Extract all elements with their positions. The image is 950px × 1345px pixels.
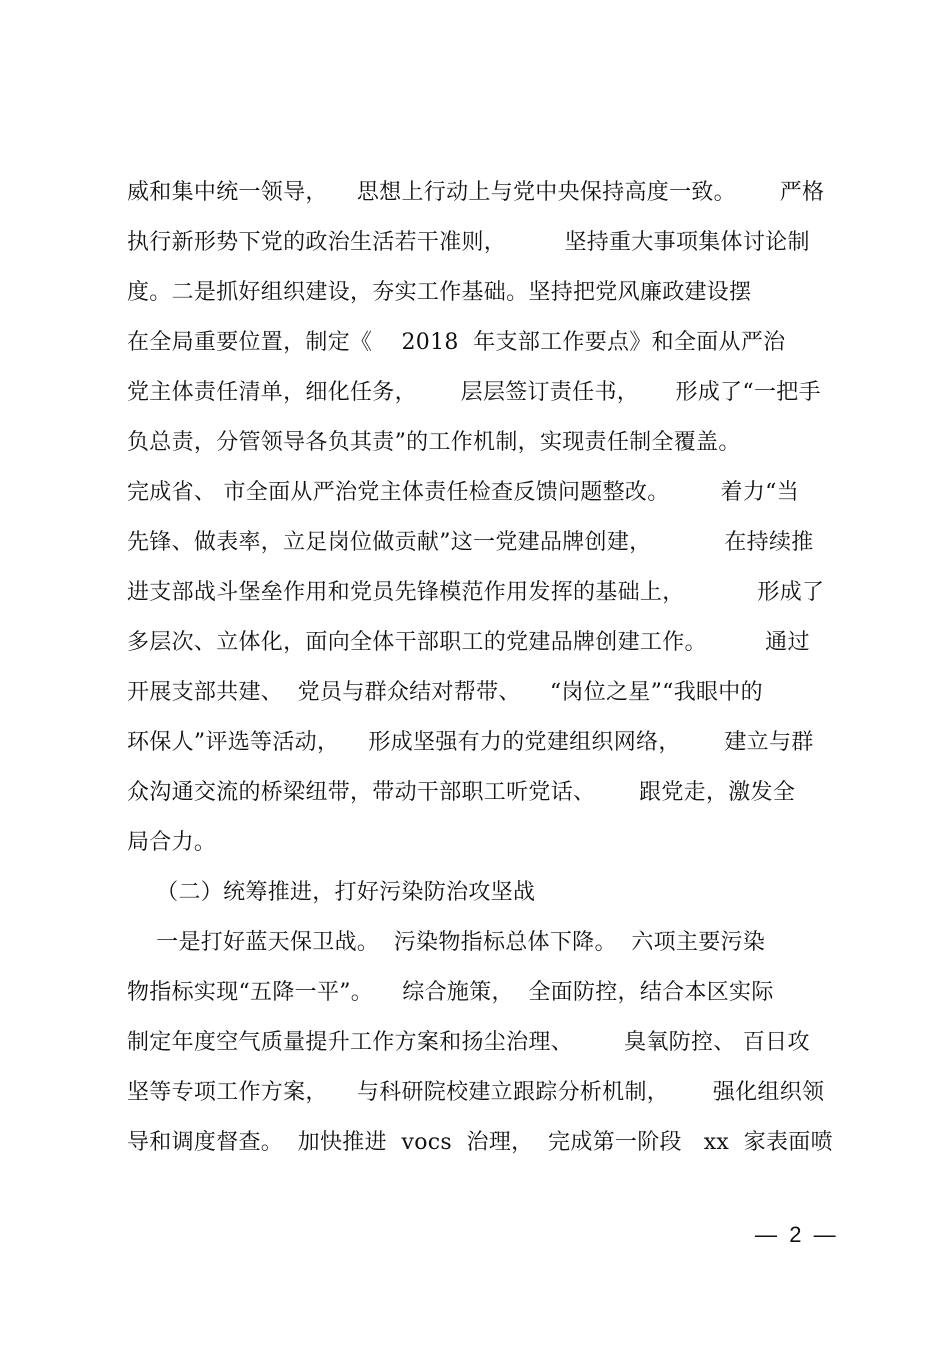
- body-text-line: 局合力。: [127, 830, 217, 855]
- body-text-line: 制定年度空气质量提升工作方案和扬尘治理、 臭氧防控、 百日攻: [127, 1030, 810, 1055]
- body-text-line: 物指标实现“五降一平”。 综合施策， 全面防控，结合本区实际: [127, 980, 774, 1005]
- body-text-line: 党主体责任清单，细化任务， 层层签订责任书， 形成了“一把手: [127, 380, 821, 405]
- body-text-line: 负总责，分管领导各负其责”的工作机制，实现责任制全覆盖。: [127, 430, 741, 455]
- body-text-line: 环保人”评选等活动， 形成坚强有力的党建组织网络， 建立与群: [127, 730, 814, 755]
- page-number: — 2 —: [755, 1222, 836, 1247]
- section-heading: （二）统筹推进，打好污染防治攻坚战: [127, 880, 536, 905]
- body-text-line: 在全局重要位置，制定《 2018 年支部工作要点》和全面从严治: [127, 330, 786, 355]
- body-text-line: 威和集中统一领导， 思想上行动上与党中央保持高度一致。 严格: [127, 180, 825, 205]
- body-text-line: 进支部战斗堡垒作用和党员先锋模范作用发挥的基础上， 形成了: [127, 580, 825, 605]
- body-text-line: 度。二是抓好组织建设，夯实工作基础。坚持把党风廉政建设摆: [127, 280, 752, 305]
- body-text-line: 众沟通交流的桥梁纽带，带动干部职工听党话、 跟党走，激发全: [127, 780, 796, 805]
- body-text-line: 一是打好蓝天保卫战。 污染物指标总体下降。 六项主要污染: [127, 930, 766, 955]
- body-text-line: 多层次、立体化，面向全体干部职工的党建品牌创建工作。 通过: [127, 630, 810, 655]
- body-text-line: 执行新形势下党的政治生活若干准则， 坚持重大事项集体讨论制: [127, 230, 810, 255]
- body-text-line: 开展支部共建、 党员与群众结对帮带、 “岗位之星”“我眼中的: [127, 680, 763, 705]
- body-text-line: 先锋、做表率，立足岗位做贡献”这一党建品牌创建， 在持续推: [127, 530, 814, 555]
- body-text-line: 完成省、 市全面从严治党主体责任检查反馈问题整改。 着力“当: [127, 480, 799, 505]
- body-text-line: 坚等专项工作方案， 与科研院校建立跟踪分析机制， 强化组织领: [127, 1080, 825, 1105]
- body-text-line: 导和调度督查。 加快推进 vocs 治理， 完成第一阶段 xx 家表面喷: [127, 1130, 833, 1155]
